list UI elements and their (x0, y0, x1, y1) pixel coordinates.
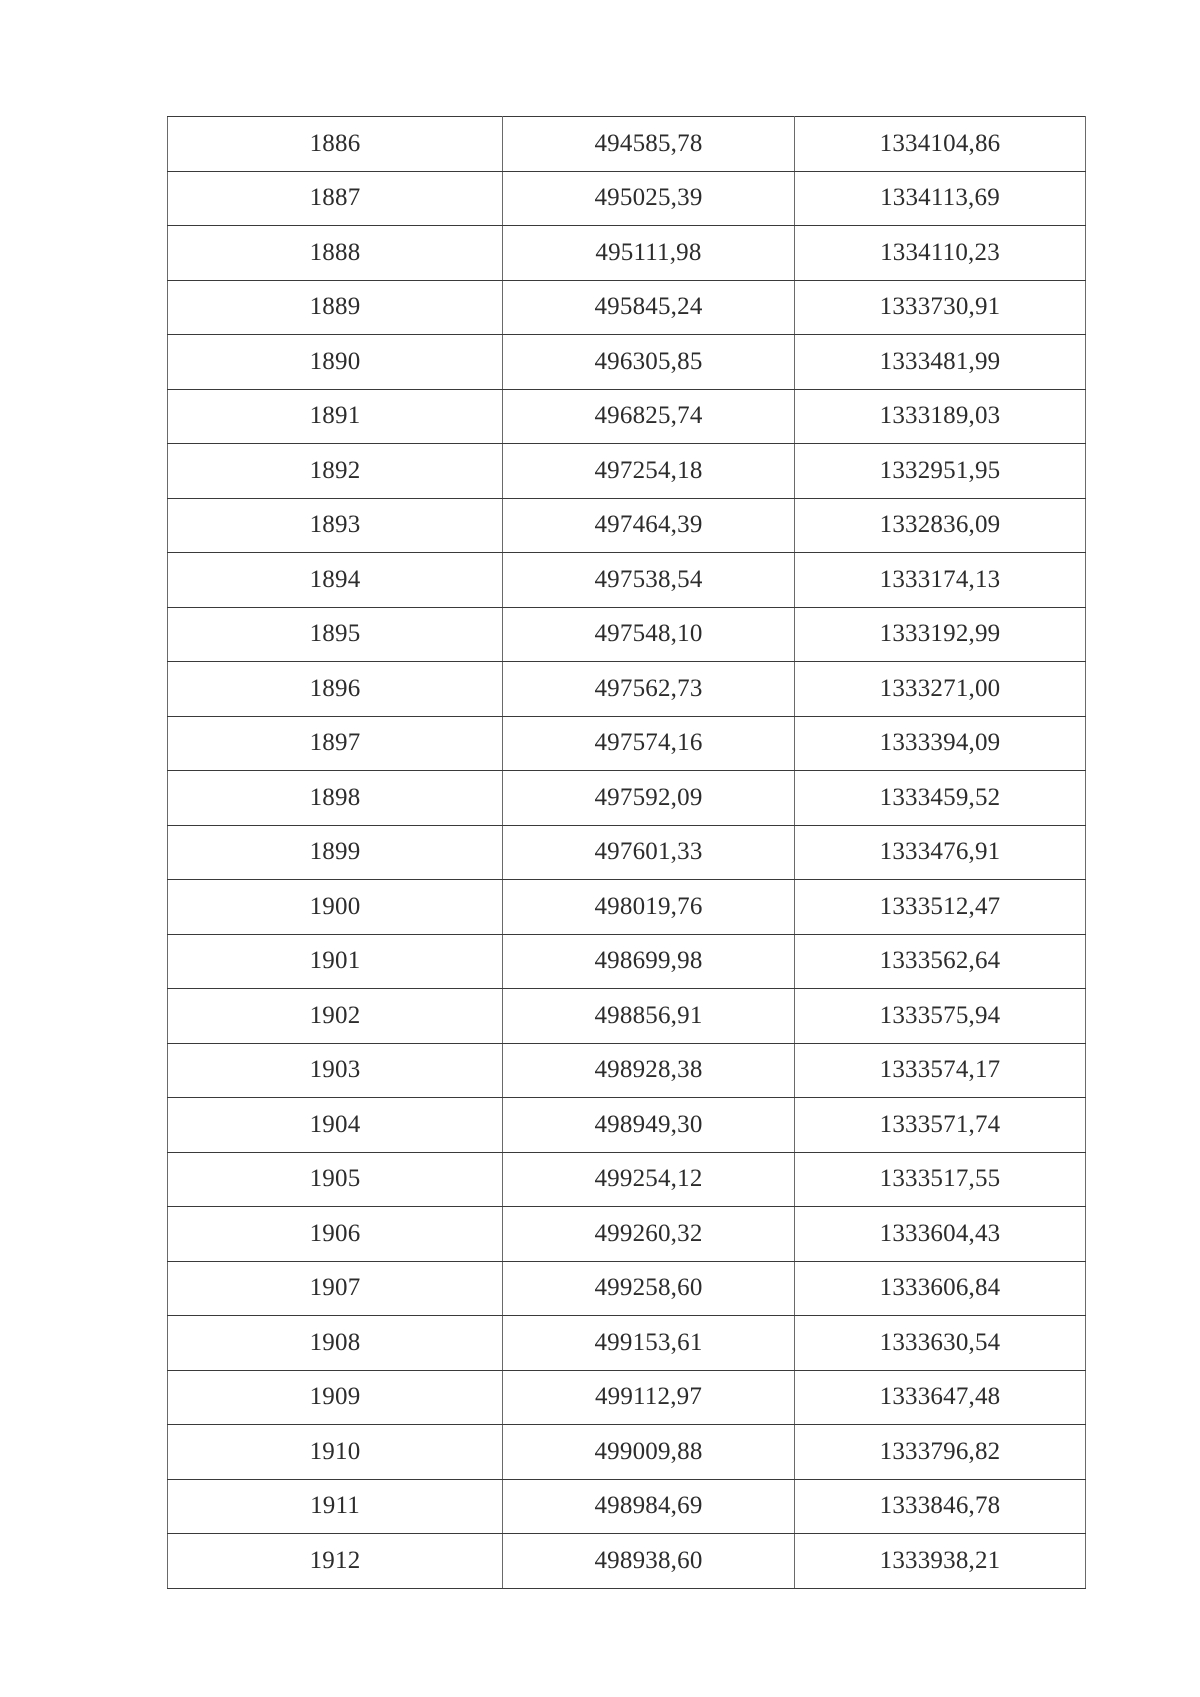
y-coordinate-cell: 1333481,99 (795, 335, 1086, 390)
y-coordinate-cell: 1333604,43 (795, 1207, 1086, 1262)
y-coordinate-cell: 1333574,17 (795, 1043, 1086, 1098)
point-number-cell: 1890 (168, 335, 503, 390)
table-row (168, 280, 1086, 335)
y-coordinate-cell: 1333562,64 (795, 934, 1086, 989)
y-coordinate-cell: 1333271,00 (795, 662, 1086, 717)
x-coordinate-cell: 498699,98 (503, 934, 795, 989)
table-row (168, 553, 1086, 608)
y-coordinate-cell: 1333192,99 (795, 607, 1086, 662)
table-row (168, 171, 1086, 226)
table-row (168, 1261, 1086, 1316)
y-coordinate-cell: 1333459,52 (795, 771, 1086, 826)
y-coordinate-cell: 1333630,54 (795, 1316, 1086, 1371)
table-row (168, 1479, 1086, 1534)
y-coordinate-cell: 1334113,69 (795, 171, 1086, 226)
table-row (168, 1425, 1086, 1480)
x-coordinate-cell: 495025,39 (503, 171, 795, 226)
x-coordinate-cell: 498984,69 (503, 1479, 795, 1534)
y-coordinate-cell: 1333174,13 (795, 553, 1086, 608)
x-coordinate-cell: 495845,24 (503, 280, 795, 335)
x-coordinate-cell: 494585,78 (503, 117, 795, 172)
y-coordinate-cell: 1333846,78 (795, 1479, 1086, 1534)
point-number-cell: 1893 (168, 498, 503, 553)
point-number-cell: 1902 (168, 989, 503, 1044)
table-row (168, 498, 1086, 553)
y-coordinate-cell: 1332951,95 (795, 444, 1086, 499)
x-coordinate-cell: 497601,33 (503, 825, 795, 880)
x-coordinate-cell: 499258,60 (503, 1261, 795, 1316)
x-coordinate-cell: 499260,32 (503, 1207, 795, 1262)
x-coordinate-cell: 497254,18 (503, 444, 795, 499)
point-number-cell: 1908 (168, 1316, 503, 1371)
table-row (168, 1370, 1086, 1425)
table-row (168, 1207, 1086, 1262)
table-row (168, 117, 1086, 172)
table-row (168, 389, 1086, 444)
table-row (168, 880, 1086, 935)
x-coordinate-cell: 497464,39 (503, 498, 795, 553)
point-number-cell: 1898 (168, 771, 503, 826)
table-row (168, 1043, 1086, 1098)
x-coordinate-cell: 497592,09 (503, 771, 795, 826)
x-coordinate-cell: 499009,88 (503, 1425, 795, 1480)
coordinates-table (167, 116, 1086, 1589)
point-number-cell: 1888 (168, 226, 503, 281)
table-row (168, 716, 1086, 771)
point-number-cell: 1903 (168, 1043, 503, 1098)
table-row (168, 226, 1086, 281)
x-coordinate-cell: 496305,85 (503, 335, 795, 390)
y-coordinate-cell: 1332836,09 (795, 498, 1086, 553)
x-coordinate-cell: 498856,91 (503, 989, 795, 1044)
point-number-cell: 1901 (168, 934, 503, 989)
point-number-cell: 1886 (168, 117, 503, 172)
point-number-cell: 1904 (168, 1098, 503, 1153)
point-number-cell: 1895 (168, 607, 503, 662)
y-coordinate-cell: 1334110,23 (795, 226, 1086, 281)
point-number-cell: 1910 (168, 1425, 503, 1480)
table-row (168, 934, 1086, 989)
table-row (168, 335, 1086, 390)
table-row (168, 1098, 1086, 1153)
table-row (168, 1534, 1086, 1589)
point-number-cell: 1912 (168, 1534, 503, 1589)
table-row (168, 771, 1086, 826)
x-coordinate-cell: 497548,10 (503, 607, 795, 662)
table-row (168, 607, 1086, 662)
table-row (168, 444, 1086, 499)
x-coordinate-cell: 499112,97 (503, 1370, 795, 1425)
x-coordinate-cell: 497562,73 (503, 662, 795, 717)
table-row (168, 1152, 1086, 1207)
point-number-cell: 1889 (168, 280, 503, 335)
x-coordinate-cell: 497538,54 (503, 553, 795, 608)
y-coordinate-cell: 1333394,09 (795, 716, 1086, 771)
y-coordinate-cell: 1333517,55 (795, 1152, 1086, 1207)
x-coordinate-cell: 497574,16 (503, 716, 795, 771)
point-number-cell: 1907 (168, 1261, 503, 1316)
point-number-cell: 1891 (168, 389, 503, 444)
point-number-cell: 1899 (168, 825, 503, 880)
point-number-cell: 1909 (168, 1370, 503, 1425)
y-coordinate-cell: 1333571,74 (795, 1098, 1086, 1153)
coordinates-table-body (168, 117, 1086, 1589)
y-coordinate-cell: 1333575,94 (795, 989, 1086, 1044)
x-coordinate-cell: 498019,76 (503, 880, 795, 935)
point-number-cell: 1906 (168, 1207, 503, 1262)
x-coordinate-cell: 498938,60 (503, 1534, 795, 1589)
point-number-cell: 1887 (168, 171, 503, 226)
point-number-cell: 1900 (168, 880, 503, 935)
point-number-cell: 1892 (168, 444, 503, 499)
table-row (168, 1316, 1086, 1371)
y-coordinate-cell: 1333796,82 (795, 1425, 1086, 1480)
x-coordinate-cell: 498928,38 (503, 1043, 795, 1098)
y-coordinate-cell: 1333647,48 (795, 1370, 1086, 1425)
point-number-cell: 1911 (168, 1479, 503, 1534)
y-coordinate-cell: 1333512,47 (795, 880, 1086, 935)
y-coordinate-cell: 1333476,91 (795, 825, 1086, 880)
y-coordinate-cell: 1334104,86 (795, 117, 1086, 172)
y-coordinate-cell: 1333189,03 (795, 389, 1086, 444)
y-coordinate-cell: 1333730,91 (795, 280, 1086, 335)
point-number-cell: 1894 (168, 553, 503, 608)
x-coordinate-cell: 499254,12 (503, 1152, 795, 1207)
x-coordinate-cell: 495111,98 (503, 226, 795, 281)
table-row (168, 662, 1086, 717)
point-number-cell: 1896 (168, 662, 503, 717)
point-number-cell: 1897 (168, 716, 503, 771)
y-coordinate-cell: 1333938,21 (795, 1534, 1086, 1589)
x-coordinate-cell: 499153,61 (503, 1316, 795, 1371)
table-row (168, 989, 1086, 1044)
point-number-cell: 1905 (168, 1152, 503, 1207)
table-row (168, 825, 1086, 880)
x-coordinate-cell: 498949,30 (503, 1098, 795, 1153)
x-coordinate-cell: 496825,74 (503, 389, 795, 444)
y-coordinate-cell: 1333606,84 (795, 1261, 1086, 1316)
